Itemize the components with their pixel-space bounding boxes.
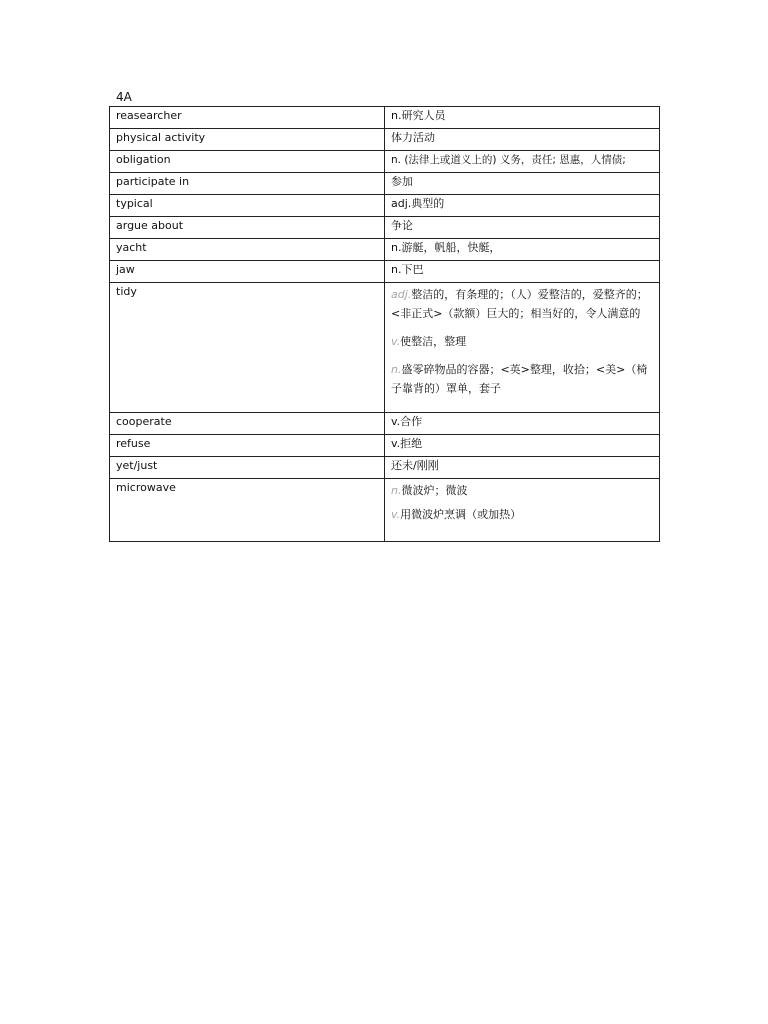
term-cell: argue about (110, 217, 385, 239)
term-cell: cooperate (110, 413, 385, 435)
part-of-speech: adj. (391, 288, 412, 301)
term-cell: reasearcher (110, 107, 385, 129)
part-of-speech: v. (391, 335, 401, 348)
table-row (110, 479, 660, 542)
definition-cell (385, 107, 660, 129)
table-row (110, 129, 660, 151)
definition-text: n.研究人员 (391, 109, 446, 122)
term-cell: obligation (110, 151, 385, 173)
sense-paragraph (391, 481, 653, 500)
definition-cell (385, 261, 660, 283)
definition-text: adj.典型的 (391, 197, 445, 210)
term-cell: microwave (110, 479, 385, 542)
definition-cell (385, 195, 660, 217)
table-row (110, 173, 660, 195)
term-cell: yacht (110, 239, 385, 261)
definition-cell (385, 413, 660, 435)
table-row (110, 283, 660, 413)
part-of-speech: n. (391, 363, 402, 376)
table-row (110, 261, 660, 283)
definition-cell (385, 479, 660, 542)
definition-text: 争论 (391, 219, 413, 232)
sense-text: 用微波炉烹调（或加热） (400, 508, 522, 521)
definition-cell (385, 239, 660, 261)
sense-text: 微波炉；微波 (401, 484, 468, 497)
definition-text: 体力活动 (391, 131, 435, 144)
part-of-speech: n. (391, 484, 402, 497)
sense-paragraph (391, 332, 653, 351)
definition-text: v.拒绝 (391, 437, 423, 450)
sense-paragraph (391, 360, 653, 398)
term-cell: physical activity (110, 129, 385, 151)
table-row (110, 151, 660, 173)
definition-cell (385, 283, 660, 413)
definition-cell (385, 435, 660, 457)
definition-text: n.下巴 (391, 263, 424, 276)
term-cell: tidy (110, 283, 385, 413)
sense-text: 使整洁，整理 (400, 335, 467, 348)
page-heading: 4A (116, 90, 132, 104)
sense-text: 盛零碎物品的容器；<英>整理，收拾；<美>（椅子靠背的）罩单，套子 (391, 363, 648, 395)
sense-text: 整洁的，有条理的；（人）爱整洁的，爱整齐的；<非正式>（款额）巨大的；相当好的，令人满意的 (391, 288, 648, 320)
definition-text: n. (法律上或道义上的) 义务，责任; 恩惠，人情债; (391, 154, 626, 166)
table-row (110, 457, 660, 479)
definition-text: v.合作 (391, 415, 423, 428)
definition-text: 还未/刚刚 (391, 459, 439, 472)
vocabulary-table (109, 106, 660, 542)
definition-cell (385, 151, 660, 173)
definition-text: n.游艇，帆船，快艇， (391, 241, 501, 254)
term-cell: refuse (110, 435, 385, 457)
term-cell: participate in (110, 173, 385, 195)
definition-cell (385, 217, 660, 239)
table-row (110, 107, 660, 129)
definition-cell (385, 173, 660, 195)
sense-paragraph (391, 285, 653, 323)
definition-cell (385, 129, 660, 151)
table-row (110, 195, 660, 217)
term-cell: typical (110, 195, 385, 217)
table-row (110, 413, 660, 435)
term-cell: yet/just (110, 457, 385, 479)
table-row (110, 217, 660, 239)
definition-text: 参加 (391, 175, 413, 188)
table-row (110, 435, 660, 457)
sense-paragraph (391, 505, 653, 524)
part-of-speech: v. (391, 508, 401, 521)
term-cell: jaw (110, 261, 385, 283)
definition-cell (385, 457, 660, 479)
table-row (110, 239, 660, 261)
